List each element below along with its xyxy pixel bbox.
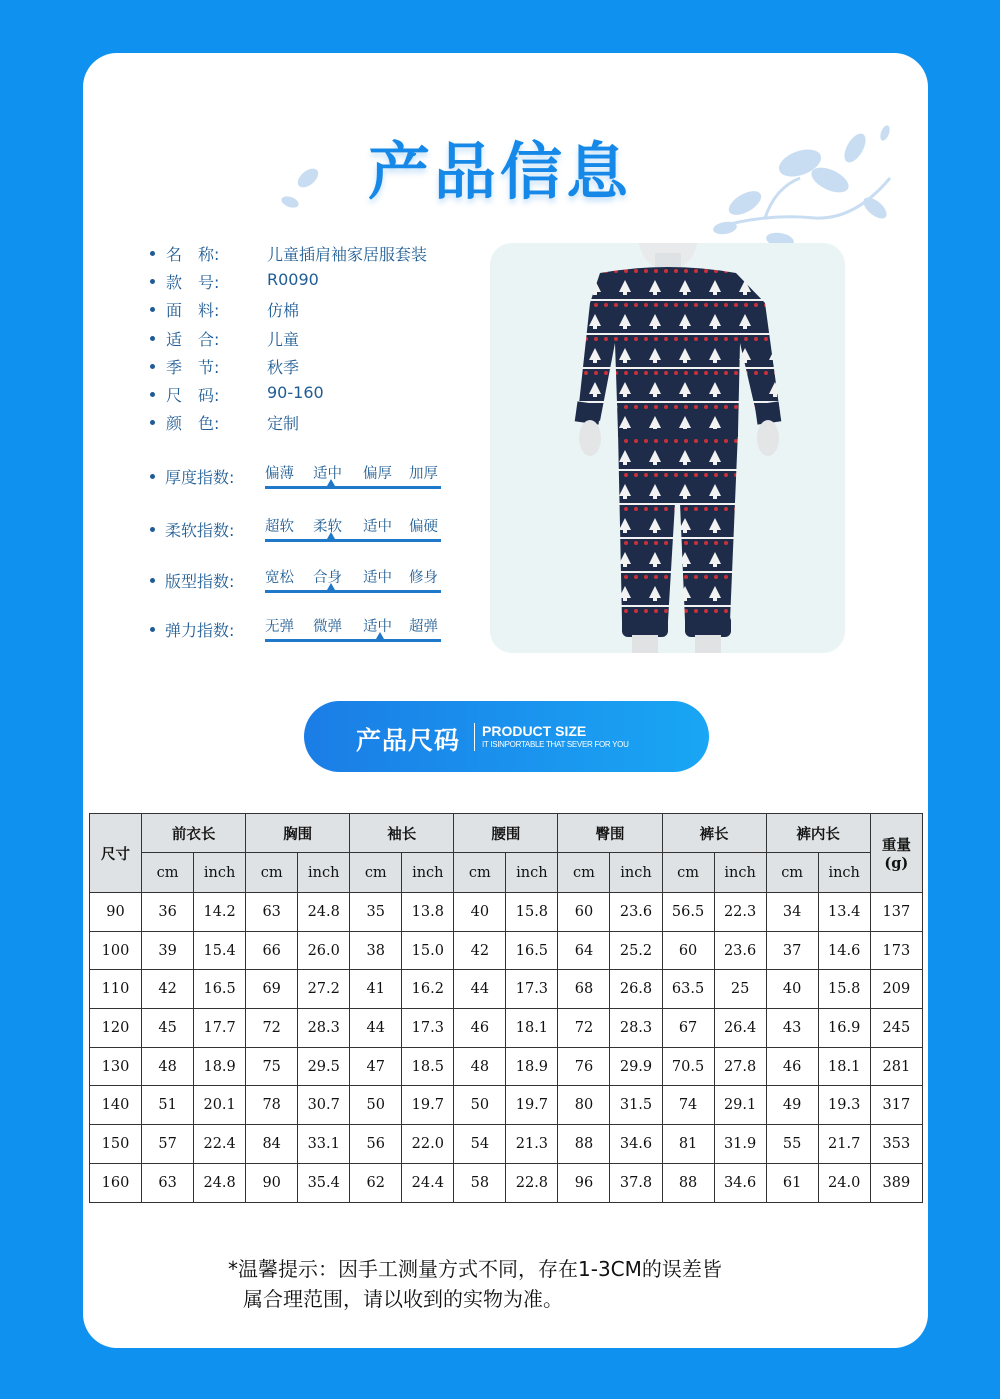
table-cell: 317: [870, 1086, 922, 1125]
table-cell: 81: [662, 1125, 714, 1164]
table-cell: 245: [870, 1009, 922, 1048]
table-row: [90, 1009, 923, 1048]
table-cell: 28.3: [610, 1009, 662, 1048]
table-cell: 22.8: [506, 1163, 558, 1202]
header-unit: inch: [506, 853, 558, 893]
bullet-icon: [150, 578, 155, 583]
table-cell: 40: [454, 893, 506, 932]
index-option: 适中: [363, 619, 392, 635]
table-row: [90, 1047, 923, 1086]
weight-label: 重量: [881, 837, 911, 854]
table-cell: 137: [870, 893, 922, 932]
table-cell: 25: [714, 970, 766, 1009]
selected-marker-icon: [327, 583, 335, 590]
header-unit: inch: [298, 853, 350, 893]
table-cell: 60: [558, 893, 610, 932]
table-row: [90, 970, 923, 1009]
index-option: 加厚: [409, 466, 438, 482]
index-option: 超软: [265, 519, 294, 535]
table-cell: 24.4: [402, 1163, 454, 1202]
table-cell: 16.5: [506, 931, 558, 970]
table-cell: 14.2: [194, 893, 246, 932]
header-unit: inch: [818, 853, 870, 893]
table-cell: 41: [350, 970, 402, 1009]
index-option: 修身: [409, 570, 438, 586]
table-row: [90, 1086, 923, 1125]
table-cell: 39: [142, 931, 194, 970]
product-size-banner: [304, 701, 709, 772]
header-unit: cm: [454, 853, 506, 893]
table-cell: 34: [766, 893, 818, 932]
index-scale: [265, 615, 441, 649]
table-cell: 18.9: [506, 1047, 558, 1086]
table-cell: 29.1: [714, 1086, 766, 1125]
table-cell: 45: [142, 1009, 194, 1048]
selected-marker-icon: [327, 532, 335, 539]
table-cell: 26.0: [298, 931, 350, 970]
table-cell: 15.8: [818, 970, 870, 1009]
table-cell: 47: [350, 1047, 402, 1086]
index-option: 适中: [313, 466, 342, 482]
header-unit: cm: [558, 853, 610, 893]
index-scale: [265, 566, 441, 600]
tip-line-2: 属合理范围，请以收到的实物为准。: [243, 1287, 563, 1311]
table-cell: 27.8: [714, 1047, 766, 1086]
index-scale-line: [265, 539, 441, 542]
table-cell: 22.3: [714, 893, 766, 932]
header-unit: inch: [402, 853, 454, 893]
bullet-icon: [150, 474, 155, 479]
bullet-icon: [150, 527, 155, 532]
spec-value: 儿童插肩袖家居服套装: [267, 245, 428, 264]
header-size: 尺寸: [90, 814, 142, 893]
table-cell: 63: [246, 893, 298, 932]
table-cell: 23.6: [714, 931, 766, 970]
header-unit: inch: [610, 853, 662, 893]
table-cell: 27.2: [298, 970, 350, 1009]
header-unit: cm: [142, 853, 194, 893]
table-cell: 54: [454, 1125, 506, 1164]
table-cell: 72: [246, 1009, 298, 1048]
size-table-body: [90, 893, 923, 1203]
table-cell: 69: [246, 970, 298, 1009]
size-cell: 120: [90, 1009, 142, 1048]
table-cell: 18.5: [402, 1047, 454, 1086]
table-cell: 20.1: [194, 1086, 246, 1125]
table-cell: 88: [558, 1125, 610, 1164]
table-cell: 35.4: [298, 1163, 350, 1202]
banner-title: 产品尺码: [356, 726, 461, 755]
banner-divider: [474, 723, 475, 751]
size-cell: 150: [90, 1125, 142, 1164]
table-cell: 35: [350, 893, 402, 932]
product-photo: [490, 243, 845, 653]
table-cell: 281: [870, 1047, 922, 1086]
table-cell: 389: [870, 1163, 922, 1202]
header-unit: cm: [766, 853, 818, 893]
spec-label: 尺 码:: [166, 386, 220, 405]
index-option: 合身: [313, 570, 342, 586]
spec-value: 秋季: [267, 358, 300, 377]
table-cell: 15.0: [402, 931, 454, 970]
measurement-tip: [228, 1254, 722, 1314]
table-cell: 16.2: [402, 970, 454, 1009]
spec-label: 名 称:: [166, 245, 220, 264]
tip-line-1: *温馨提示：因手工测量方式不同，存在1-3CM的误差皆: [228, 1257, 722, 1281]
table-cell: 24.8: [298, 893, 350, 932]
table-cell: 22.4: [194, 1125, 246, 1164]
index-scale-line: [265, 486, 441, 489]
table-cell: 44: [454, 970, 506, 1009]
bullet-icon: [150, 336, 155, 341]
spec-label: 面 料:: [166, 301, 220, 320]
header-group: 裤长: [662, 814, 766, 853]
index-option: 适中: [363, 570, 392, 586]
bullet-icon: [150, 279, 155, 284]
table-cell: 90: [246, 1163, 298, 1202]
table-row: [90, 1163, 923, 1202]
header-group: 袖长: [350, 814, 454, 853]
table-cell: 19.7: [506, 1086, 558, 1125]
size-cell: 130: [90, 1047, 142, 1086]
table-cell: 173: [870, 931, 922, 970]
table-cell: 14.6: [818, 931, 870, 970]
selected-marker-icon: [327, 479, 335, 486]
table-cell: 33.1: [298, 1125, 350, 1164]
table-cell: 57: [142, 1125, 194, 1164]
table-cell: 42: [142, 970, 194, 1009]
table-cell: 50: [454, 1086, 506, 1125]
table-cell: 31.5: [610, 1086, 662, 1125]
table-cell: 36: [142, 893, 194, 932]
size-cell: 100: [90, 931, 142, 970]
index-label: 弹力指数:: [165, 621, 235, 640]
table-cell: 13.8: [402, 893, 454, 932]
index-scale-line: [265, 639, 441, 642]
table-cell: 16.5: [194, 970, 246, 1009]
table-cell: 17.3: [506, 970, 558, 1009]
table-cell: 61: [766, 1163, 818, 1202]
table-cell: 72: [558, 1009, 610, 1048]
table-cell: 21.7: [818, 1125, 870, 1164]
table-cell: 37: [766, 931, 818, 970]
table-cell: 21.3: [506, 1125, 558, 1164]
weight-unit: (g): [884, 855, 909, 872]
table-cell: 96: [558, 1163, 610, 1202]
table-cell: 37.8: [610, 1163, 662, 1202]
table-cell: 66: [246, 931, 298, 970]
table-cell: 42: [454, 931, 506, 970]
index-option: 超弹: [409, 619, 438, 635]
spec-value: 仿棉: [267, 301, 300, 320]
table-cell: 15.4: [194, 931, 246, 970]
header-unit: cm: [350, 853, 402, 893]
table-cell: 75: [246, 1047, 298, 1086]
table-cell: 80: [558, 1086, 610, 1125]
header-unit: cm: [662, 853, 714, 893]
table-cell: 22.0: [402, 1125, 454, 1164]
table-cell: 74: [662, 1086, 714, 1125]
table-cell: 30.7: [298, 1086, 350, 1125]
header-group: 前衣长: [142, 814, 246, 853]
size-table-header: [90, 814, 923, 893]
index-option: 偏硬: [409, 519, 438, 535]
table-cell: 17.7: [194, 1009, 246, 1048]
table-cell: 64: [558, 931, 610, 970]
index-option: 微弹: [313, 619, 342, 635]
table-cell: 13.4: [818, 893, 870, 932]
header-group: 胸围: [246, 814, 350, 853]
index-scale: [265, 515, 441, 549]
bullet-icon: [150, 627, 155, 632]
index-option: 柔软: [313, 519, 342, 535]
banner-subtitle: PRODUCT SIZE: [482, 723, 587, 739]
header-group: 裤内长: [766, 814, 870, 853]
table-cell: 19.3: [818, 1086, 870, 1125]
spec-value: 定制: [267, 414, 300, 433]
table-cell: 34.6: [610, 1125, 662, 1164]
table-cell: 46: [766, 1047, 818, 1086]
table-cell: 49: [766, 1086, 818, 1125]
header-group: 臀围: [558, 814, 662, 853]
size-cell: 140: [90, 1086, 142, 1125]
spec-value: R0090: [267, 270, 319, 289]
table-cell: 18.9: [194, 1047, 246, 1086]
table-cell: 16.9: [818, 1009, 870, 1048]
table-cell: 68: [558, 970, 610, 1009]
index-scale: [265, 462, 441, 496]
table-cell: 24.0: [818, 1163, 870, 1202]
table-cell: 63: [142, 1163, 194, 1202]
index-option: 适中: [363, 519, 392, 535]
header-unit: inch: [714, 853, 766, 893]
spec-label: 适 合:: [166, 330, 220, 349]
table-row: [90, 1125, 923, 1164]
index-label: 柔软指数:: [165, 521, 235, 540]
table-cell: 31.9: [714, 1125, 766, 1164]
table-cell: 34.6: [714, 1163, 766, 1202]
table-cell: 76: [558, 1047, 610, 1086]
table-cell: 84: [246, 1125, 298, 1164]
table-cell: 29.9: [610, 1047, 662, 1086]
bullet-icon: [150, 364, 155, 369]
header-unit: inch: [194, 853, 246, 893]
table-cell: 88: [662, 1163, 714, 1202]
table-cell: 60: [662, 931, 714, 970]
table-cell: 29.5: [298, 1047, 350, 1086]
bullet-icon: [150, 420, 155, 425]
table-cell: 55: [766, 1125, 818, 1164]
selected-marker-icon: [376, 632, 384, 639]
table-cell: 70.5: [662, 1047, 714, 1086]
table-cell: 56.5: [662, 893, 714, 932]
index-label: 版型指数:: [165, 572, 235, 591]
table-cell: 56: [350, 1125, 402, 1164]
index-option: 无弹: [265, 619, 294, 635]
index-option: 偏厚: [363, 466, 392, 482]
bullet-icon: [150, 392, 155, 397]
table-row: [90, 931, 923, 970]
spec-label: 款 号:: [166, 273, 220, 292]
table-cell: 25.2: [610, 931, 662, 970]
table-cell: 17.3: [402, 1009, 454, 1048]
index-option: 偏薄: [265, 466, 294, 482]
table-cell: 28.3: [298, 1009, 350, 1048]
pajama-set-illustration: [490, 243, 845, 653]
table-cell: 26.4: [714, 1009, 766, 1048]
bullet-icon: [150, 251, 155, 256]
table-cell: 46: [454, 1009, 506, 1048]
table-cell: 44: [350, 1009, 402, 1048]
table-cell: 67: [662, 1009, 714, 1048]
table-cell: 62: [350, 1163, 402, 1202]
table-cell: 209: [870, 970, 922, 1009]
table-cell: 78: [246, 1086, 298, 1125]
header-weight: [870, 814, 922, 893]
size-table: [89, 813, 923, 1203]
table-cell: 18.1: [506, 1009, 558, 1048]
spec-value: 儿童: [267, 330, 300, 349]
size-cell: 160: [90, 1163, 142, 1202]
banner-caption: IT ISINPORTABLE THAT SEVER FOR YOU: [482, 740, 629, 749]
table-cell: 40: [766, 970, 818, 1009]
header-unit: cm: [246, 853, 298, 893]
table-cell: 353: [870, 1125, 922, 1164]
table-cell: 51: [142, 1086, 194, 1125]
page-title: 产品信息: [367, 135, 632, 208]
table-cell: 18.1: [818, 1047, 870, 1086]
table-cell: 48: [454, 1047, 506, 1086]
table-row: [90, 893, 923, 932]
table-cell: 19.7: [402, 1086, 454, 1125]
header-group: 腰围: [454, 814, 558, 853]
bullet-icon: [150, 307, 155, 312]
table-cell: 48: [142, 1047, 194, 1086]
size-cell: 90: [90, 893, 142, 932]
table-cell: 43: [766, 1009, 818, 1048]
table-cell: 24.8: [194, 1163, 246, 1202]
table-cell: 50: [350, 1086, 402, 1125]
index-scale-line: [265, 590, 441, 593]
table-cell: 26.8: [610, 970, 662, 1009]
size-cell: 110: [90, 970, 142, 1009]
spec-value: 90-160: [267, 383, 324, 402]
index-label: 厚度指数:: [165, 468, 235, 487]
table-cell: 38: [350, 931, 402, 970]
spec-label: 颜 色:: [166, 414, 220, 433]
table-cell: 58: [454, 1163, 506, 1202]
table-cell: 15.8: [506, 893, 558, 932]
table-cell: 23.6: [610, 893, 662, 932]
index-option: 宽松: [265, 570, 294, 586]
table-cell: 63.5: [662, 970, 714, 1009]
spec-label: 季 节:: [166, 358, 220, 377]
